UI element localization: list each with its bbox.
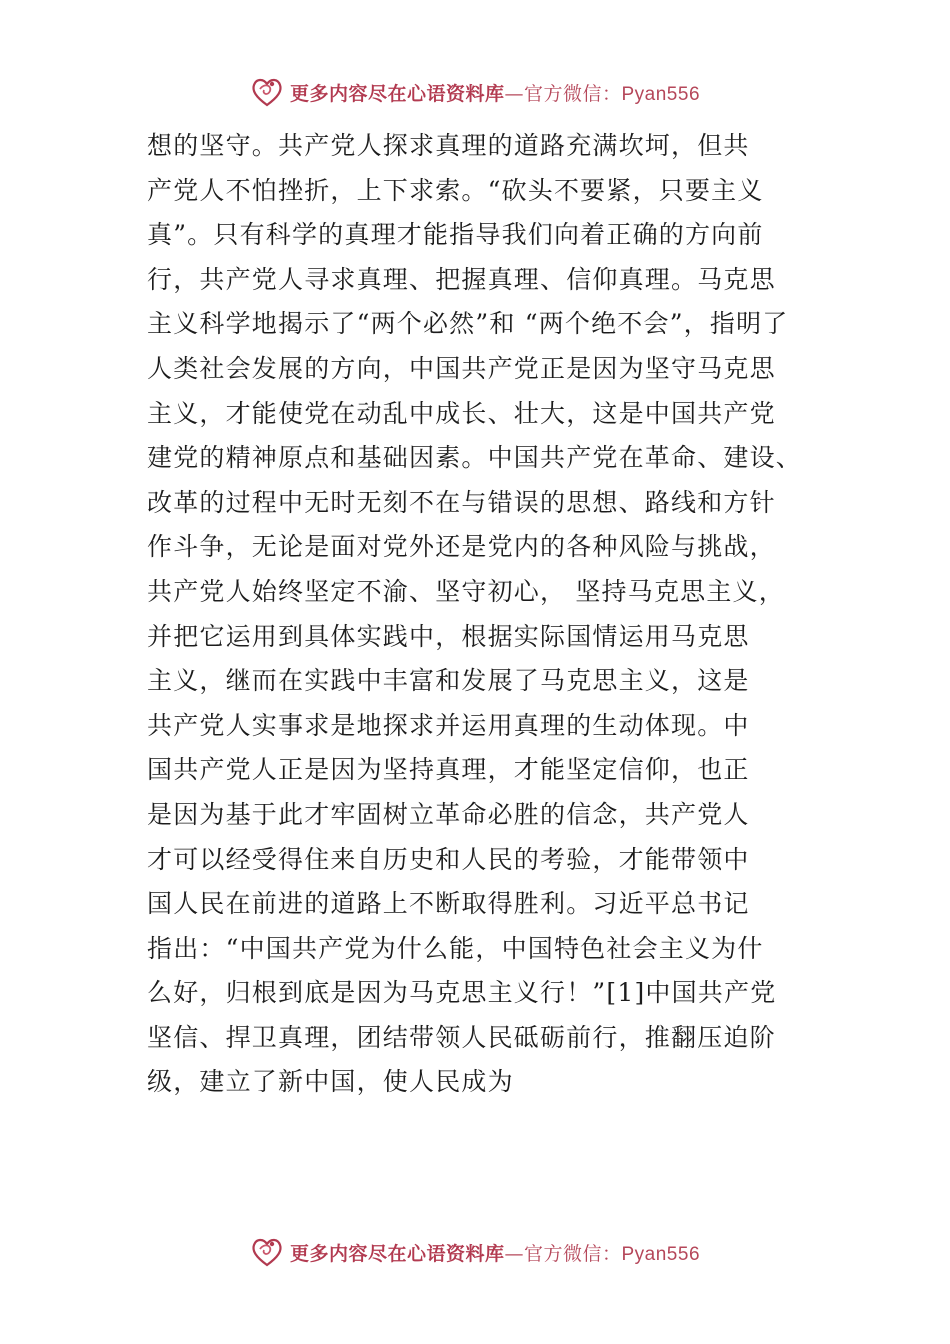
body-line: 指出：“中国共产党为什么能，中国特色社会主义为什 bbox=[147, 933, 764, 963]
body-line: 真”。只有科学的真理才能指导我们向着正确的方向前 bbox=[147, 220, 764, 250]
footer-banner bbox=[0, 1230, 950, 1274]
body-line: 想的坚守。共产党人探求真理的道路充满坎坷，但共 bbox=[147, 131, 750, 160]
header-separator: — bbox=[504, 82, 524, 105]
body-line: 国人民在前进的道路上不断取得胜利。习近平总书记 bbox=[147, 889, 750, 919]
footer-contact-id: Pyan556 bbox=[621, 1243, 701, 1265]
body-line: 共产党人实事求是地探求并运用真理的生动体现。中 bbox=[147, 710, 750, 740]
header-contact-label: 官方微信： bbox=[523, 82, 622, 105]
body-line: 作斗争，无论是面对党外还是党内的各种风险与挑战， bbox=[147, 532, 776, 562]
header-text bbox=[290, 79, 700, 106]
header-contact-id: Pyan556 bbox=[621, 83, 701, 105]
heart-swirl-logo-icon bbox=[250, 1235, 284, 1269]
footer-text bbox=[290, 1239, 700, 1266]
body-line: 共产党人始终坚定不渝、坚守初心， 坚持马克思主义， bbox=[147, 576, 785, 606]
body-line: 才可以经受得住来自历史和人民的考验，才能带领中 bbox=[147, 844, 750, 874]
body-line: 人类社会发展的方向，中国共产党正是因为坚守马克思 bbox=[147, 353, 776, 383]
heart-swirl-logo-icon bbox=[250, 75, 284, 109]
footer-brand: 更多内容尽在心语资料库 bbox=[289, 1242, 505, 1265]
body-line: 产党人不怕挫折，上下求索。“砍头不要紧，只要主义 bbox=[147, 175, 764, 205]
footer-separator: — bbox=[504, 1242, 524, 1265]
body-line: 坚信、捍卫真理，团结带领人民砥砺前行，推翻压迫阶 bbox=[147, 1022, 776, 1052]
body-line: 主义，继而在实践中丰富和发展了马克思主义，这是 bbox=[147, 666, 750, 696]
body-line: 改革的过程中无时无刻不在与错误的思想、路线和方针 bbox=[147, 487, 776, 517]
body-line: 么好，归根到底是因为马克思主义行！”[1]中国共产党 bbox=[147, 978, 777, 1008]
header-brand: 更多内容尽在心语资料库 bbox=[289, 82, 505, 105]
body-line: 主义，才能使党在动乱中成长、壮大，这是中国共产党 bbox=[147, 398, 776, 428]
body-line: 主义科学地揭示了“两个必然”和 “两个绝不会”，指明了 bbox=[147, 309, 789, 339]
body-line: 行，共产党人寻求真理、把握真理、信仰真理。马克思 bbox=[147, 264, 776, 294]
document-body bbox=[147, 124, 827, 1105]
header-banner bbox=[0, 70, 950, 114]
body-line: 并把它运用到具体实践中，根据实际国情运用马克思 bbox=[147, 621, 750, 651]
footer-contact-label: 官方微信： bbox=[523, 1242, 622, 1265]
body-line: 建党的精神原点和基础因素。中国共产党在革命、建设、 bbox=[147, 443, 803, 473]
body-line: 国共产党人正是因为坚持真理，才能坚定信仰，也正 bbox=[147, 755, 750, 785]
body-line: 级，建立了新中国，使人民成为 bbox=[147, 1067, 514, 1097]
body-line: 是因为基于此才牢固树立革命必胜的信念，共产党人 bbox=[147, 799, 750, 829]
